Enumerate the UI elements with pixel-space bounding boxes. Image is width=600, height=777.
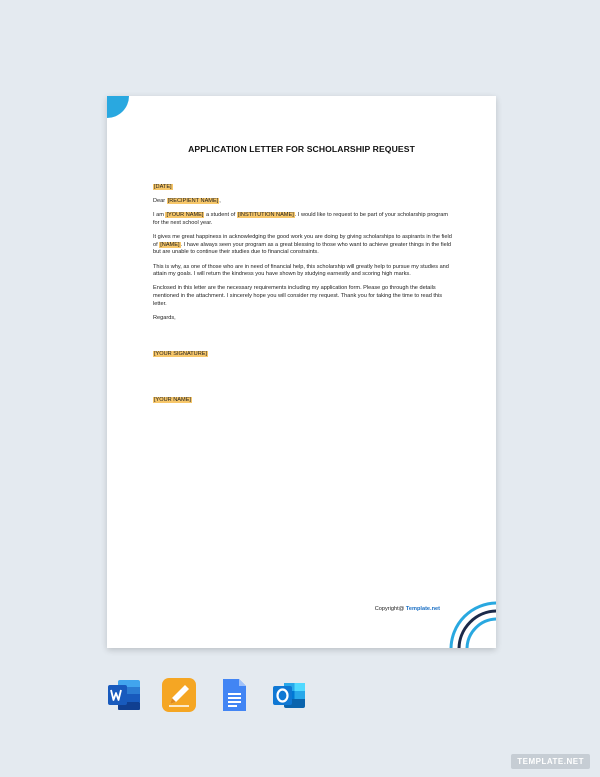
closing: Regards, <box>153 314 176 321</box>
google-docs-icon[interactable] <box>216 677 252 713</box>
paragraph-need: This is why, as one of those who are in need of financial help, this scholarship will greatly help to pursue my studies and attain my goals. I will return the kindness you have shown by studying earnestly and scoring high marks. <box>153 263 449 278</box>
copyright: Copyright@ Template.net <box>374 606 440 612</box>
signer-name-line <box>153 397 453 405</box>
paragraph-intro: I am [YOUR NAME] a student of [INSTITUTION NAME]. I would like to request to be part of your scholarship program for the next school year. <box>153 212 449 226</box>
document-page <box>107 96 496 648</box>
copyright-site: Template.net <box>405 606 440 612</box>
pages-icon[interactable] <box>161 677 197 713</box>
signer-name-placeholder: [YOUR NAME] <box>154 397 191 404</box>
recipient-placeholder: [RECIPIENT NAME] <box>167 198 219 205</box>
letter-body <box>153 184 453 411</box>
date-placeholder: [DATE] <box>154 184 172 190</box>
institution-placeholder: [INSTITUTION NAME] <box>237 212 294 219</box>
document-title: APPLICATION LETTER FOR SCHOLARSHIP REQUEST <box>188 144 415 154</box>
field-placeholder: [NAME] <box>160 241 180 248</box>
salutation: Dear [RECIPIENT NAME], <box>153 198 221 205</box>
corner-decoration-bottom-right <box>447 599 496 648</box>
app-icons-row <box>106 677 307 713</box>
signature-line <box>153 351 453 359</box>
paragraph-appreciation: It gives me great happiness in acknowledging the good work you are doing by giving scholarships to aspirants in the field of [NAME]. I have always seen your program as a great blessing to those who want to achieve greater things in the field but are unable to continue their studies due to financial constraints. <box>153 234 452 256</box>
corner-decoration-top-left <box>107 96 129 118</box>
outlook-icon[interactable] <box>271 677 307 713</box>
brand-badge: TEMPLATE.NET <box>511 754 590 769</box>
date-line <box>153 184 453 192</box>
signature-placeholder: [YOUR SIGNATURE] <box>154 350 208 357</box>
word-icon[interactable] <box>106 677 142 713</box>
name-placeholder: [YOUR NAME] <box>166 212 204 219</box>
paragraph-enclosure: Enclosed in this letter are the necessary requirements including my application form. Please go through the details mentioned in the attachment. I sincerely hope you will consider my request. Thank you for taking the time to read this letter. <box>153 285 443 307</box>
